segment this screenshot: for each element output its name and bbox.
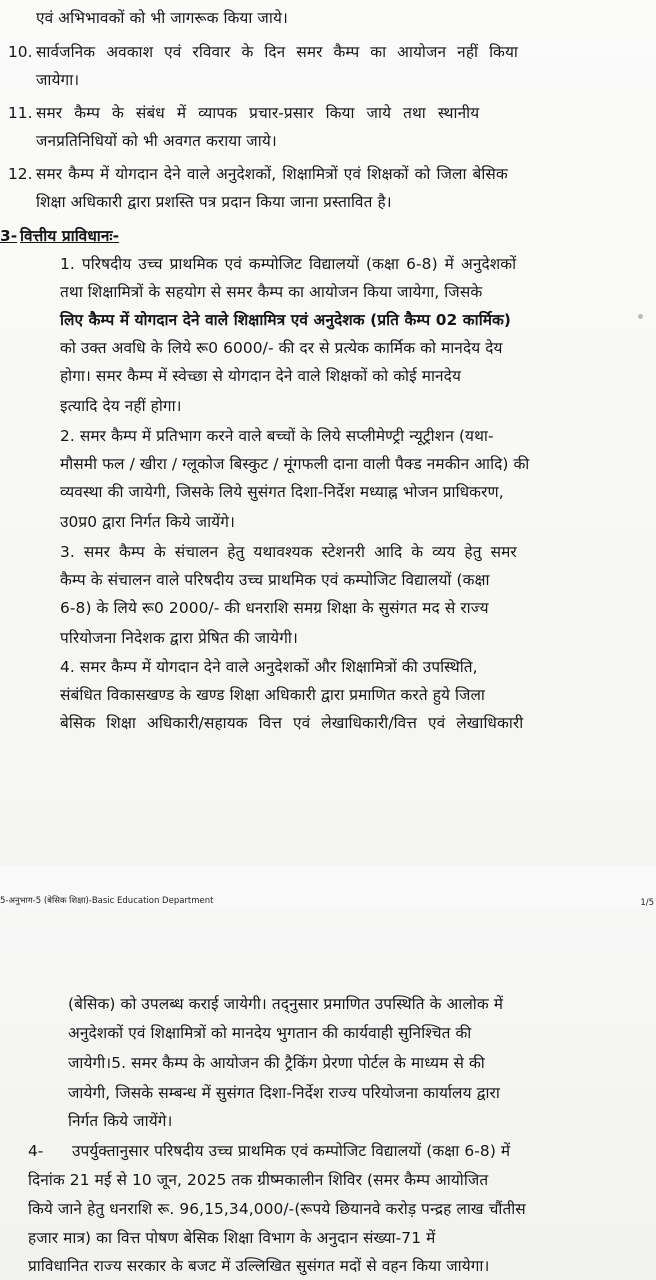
- text-line: 4. समर कैम्प में योगदान देने वाले अनुदेशकों और शिक्षामित्रों की उपस्थिति,: [60, 658, 478, 676]
- text-line: इत्यादि देय नहीं होगा।: [60, 397, 182, 415]
- text-line: समर कैम्प के संबंध में व्यापक प्रचार-प्रसार किया जाये तथा स्थानीय: [36, 104, 480, 122]
- text-line: मौसमी फल / खीरा / ग्लूकोज बिस्कुट / मूंगफली दाना वाली पैक्ड नमकीन आदि) की: [60, 455, 530, 473]
- text-line: दिनांक 21 मई से 10 जून, 2025 तक ग्रीष्मकालीन शिविर (समर कैम्प आयोजित: [28, 1171, 489, 1189]
- text-line: 2. समर कैम्प में प्रतिभाग करने वाले बच्चों के लिये सप्लीमेण्ट्री न्यूट्रीशन (यथा-: [60, 427, 494, 445]
- section-heading: वित्तीय प्राविधानः-: [20, 227, 120, 245]
- section-number: 3-: [0, 227, 18, 245]
- text-line: शिक्षा अधिकारी द्वारा प्रशस्ति पत्र प्रदान किया जाना प्रस्तावित है।: [36, 193, 392, 211]
- text-line: जायेगी, जिसके सम्बन्ध में सुसंगत दिशा-निर्देश राज्य परियोजना कार्यालय द्वारा: [68, 1084, 500, 1102]
- page-footer: 5-अनुभाग-5 (बेसिक शिक्षा)-Basic Education Department: [0, 896, 214, 906]
- text-line: जायेगी।5. समर कैम्प के आयोजन की ट्रैकिंग प्रेरणा पोर्टल के माध्यम से की: [68, 1054, 485, 1072]
- text-line: जायेगा।: [36, 71, 80, 89]
- text-line: एवं अभिभावकों को भी जागरूक किया जाये।: [36, 9, 288, 27]
- text-line: निर्गत किये जायेंगे।: [68, 1112, 173, 1130]
- text-line: होगा। समर कैम्प में स्वेच्छा से योगदान देने वाले शिक्षकों को कोई मानदेय: [60, 367, 461, 385]
- text-line: बेसिक शिक्षा अधिकारी/सहायक वित्त एवं लेखाधिकारी/वित्त एवं लेखाधिकारी: [60, 714, 524, 732]
- text-line: लिए कैम्प में योगदान देने वाले शिक्षामित्र एवं अनुदेशक (प्रति कैम्प 02 कार्मिक): [60, 311, 512, 329]
- text-line: तथा शिक्षामित्रों के सहयोग से समर कैम्प का आयोजन किया जायेगा, जिसके: [60, 283, 483, 301]
- paragraph-number: 4-: [28, 1142, 44, 1160]
- item-number: 12.: [8, 165, 33, 183]
- text-line: समर कैम्प में योगदान देने वाले अनुदेशकों, शिक्षामित्रों एवं शिक्षकों को जिला बेसिक: [36, 165, 508, 183]
- text-line: (बेसिक) को उपलब्ध कराई जायेगी। तद्नुसार प्रमाणित उपस्थिति के आलोक में: [68, 995, 504, 1013]
- text-line: जनप्रतिनिधियों को भी अवगत कराया जाये।: [36, 132, 277, 150]
- text-line: 6-8) के लिये रू0 2000/- की धनराशि समग्र शिक्षा के सुसंगत मद से राज्य: [60, 599, 489, 617]
- text-line: को उक्त अवधि के लिये रू0 6000/- की दर से प्रत्येक कार्मिक को मानदेय देय: [60, 339, 503, 357]
- text-line: संबंधित विकासखण्ड के खण्ड शिक्षा अधिकारी द्वारा प्रमाणित करते हुये जिला: [60, 686, 486, 704]
- text-line: 1. परिषदीय उच्च प्राथमिक एवं कम्पोजिट विद्यालयों (कक्षा 6-8) में अनुदेशकों: [60, 255, 517, 273]
- text-line: प्राविधानित राज्य सरकार के बजट में उल्लिखित सुसंगत मदों से वहन किया जायेगा।: [28, 1257, 490, 1275]
- text-line: 3. समर कैम्प के संचालन हेतु यथावश्यक स्टेशनरी आदि के व्यय हेतु समर: [60, 543, 517, 561]
- text-line: उपर्युक्तानुसार परिषदीय उच्च प्राथमिक एवं कम्पोजिट विद्यालयों (कक्षा 6-8) में: [72, 1142, 511, 1160]
- text-line: अनुदेशकों एवं शिक्षामित्रों को मानदेय भुगतान की कार्यवाही सुनिश्चित की: [68, 1024, 472, 1042]
- text-line: उ0प्र0 द्वारा निर्गत किये जायेंगे।: [60, 513, 235, 531]
- text-line: व्यवस्था की जायेगी, जिसके लिये सुसंगत दिशा-निर्देश मध्याह्न भोजन प्राधिकरण,: [60, 483, 504, 501]
- item-number: 11.: [8, 104, 33, 122]
- text-line: किये जाने हेतु धनराशि रू. 96,15,34,000/-(रूपये छियानवे करोड़ पन्द्रह लाख चौंतीस: [28, 1200, 526, 1218]
- text-line: सार्वजनिक अवकाश एवं रविवार के दिन समर कैम्प का आयोजन नहीं किया: [36, 43, 518, 61]
- text-line: हजार मात्र) का वित्त पोषण बेसिक शिक्षा विभाग के अनुदान संख्या-71 में: [28, 1229, 436, 1247]
- scan-speck: [638, 314, 643, 319]
- text-line: कैम्प के संचालन वाले परिषदीय उच्च प्राथमिक एवं कम्पोजिट विद्यालयों (कक्षा: [60, 571, 490, 589]
- page-number: 1/5: [640, 898, 654, 908]
- item-number: 10.: [8, 43, 33, 61]
- text-line: परियोजना निदेशक द्वारा प्रेषित की जायेगी।: [60, 629, 298, 647]
